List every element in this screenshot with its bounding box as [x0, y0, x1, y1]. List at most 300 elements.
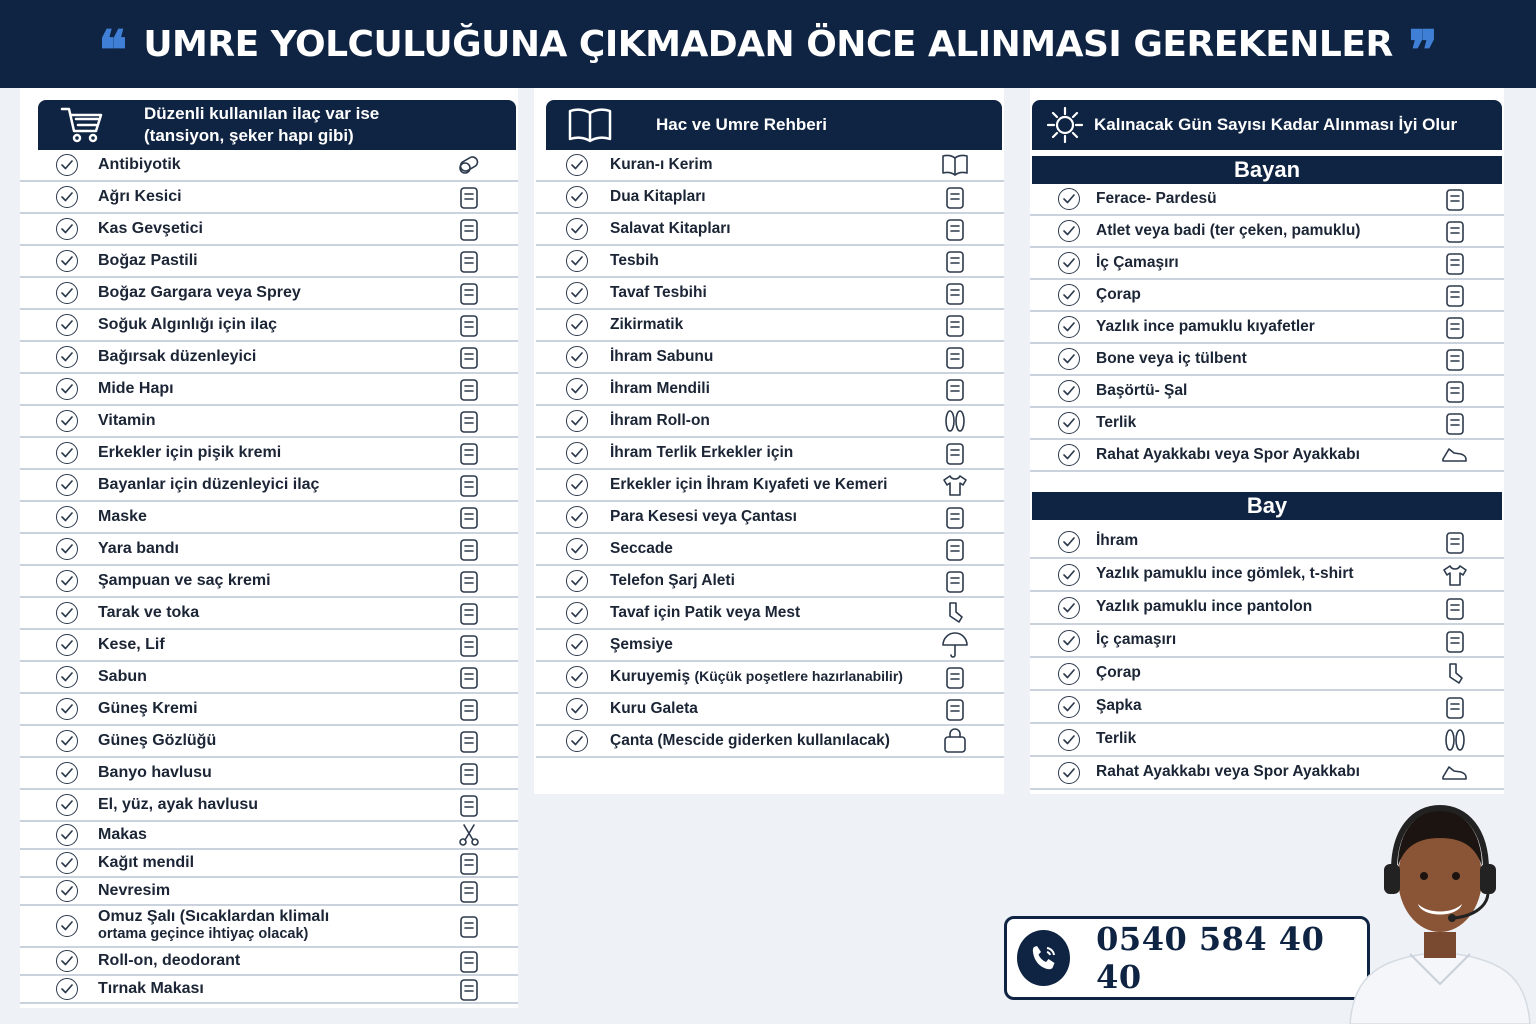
phone-card[interactable]	[1004, 916, 1370, 1000]
item-label-text: Kas Gevşetici	[98, 219, 203, 237]
check-circle-icon[interactable]	[1058, 252, 1080, 274]
open-quote-icon: ❝	[98, 18, 128, 82]
medicine-column	[20, 88, 518, 1008]
check-circle-icon[interactable]	[56, 730, 78, 752]
item-label-text: İhram Roll-on	[610, 411, 710, 429]
item-label	[1080, 383, 1440, 399]
medicine-bottle-icon	[454, 471, 484, 499]
checklist-row[interactable]	[536, 598, 1004, 630]
check-circle-icon[interactable]	[1058, 696, 1080, 718]
checklist-row[interactable]	[1030, 248, 1504, 280]
item-label	[1080, 698, 1440, 714]
checklist-row[interactable]	[20, 246, 518, 278]
checklist-row[interactable]	[1030, 691, 1504, 724]
checklist-row[interactable]	[20, 976, 518, 1004]
checklist-row[interactable]	[1030, 592, 1504, 625]
item-label-text: Ferace- Pardesü	[1096, 189, 1217, 207]
checklist-row[interactable]	[1030, 376, 1504, 408]
checklist-row[interactable]	[20, 790, 518, 822]
item-label	[1080, 764, 1440, 780]
item-label-text: Rahat Ayakkabı veya Spor Ayakkabı	[1096, 445, 1360, 463]
check-circle-icon[interactable]	[566, 346, 588, 368]
check-circle-icon[interactable]	[56, 698, 78, 720]
checklist-row[interactable]	[20, 630, 518, 662]
item-label	[78, 573, 454, 590]
shampoo-icon	[454, 567, 484, 595]
quran-stand-icon	[940, 183, 970, 211]
check-circle-icon[interactable]	[1058, 663, 1080, 685]
item-label	[78, 637, 454, 654]
socks-icon	[1440, 660, 1470, 688]
item-label	[1080, 191, 1440, 207]
checklist-row[interactable]	[536, 726, 1004, 758]
item-label	[78, 827, 454, 844]
item-label-text: Telefon Şarj Aleti	[610, 571, 735, 589]
item-label-text: Ağrı Kesici	[98, 187, 182, 205]
item-label	[588, 285, 940, 301]
item-label-text: İhram	[1096, 532, 1139, 550]
checklist-row[interactable]	[20, 278, 518, 310]
item-label-text: Tavaf için Patik veya Mest	[610, 603, 801, 621]
mosque-icon	[940, 247, 970, 275]
item-label-text: Çorap	[1096, 664, 1141, 682]
checklist-row[interactable]	[20, 342, 518, 374]
item-label	[78, 541, 454, 558]
item-label	[588, 253, 940, 269]
item-label	[588, 349, 940, 365]
item-label-text: Kağıt mendil	[98, 853, 195, 871]
guide-header-text: Hac ve Umre Rehberi	[656, 114, 828, 134]
check-circle-icon[interactable]	[1058, 188, 1080, 210]
item-label	[78, 883, 454, 900]
towel-icon	[454, 759, 484, 787]
item-label	[78, 855, 454, 872]
item-label-text: Terlik	[1096, 413, 1137, 431]
checklist-row[interactable]	[536, 374, 1004, 406]
item-label	[78, 285, 454, 302]
bonnet-icon	[1440, 345, 1470, 373]
check-circle-icon[interactable]	[56, 602, 78, 624]
women-section-title: Bayan	[1032, 156, 1502, 184]
close-quote-icon: ❞	[1408, 18, 1438, 82]
check-circle-icon[interactable]	[56, 538, 78, 560]
socks-icon	[940, 599, 970, 627]
check-circle-icon[interactable]	[56, 250, 78, 272]
checklist-row[interactable]	[20, 150, 518, 182]
check-circle-icon[interactable]	[566, 314, 588, 336]
item-label	[588, 509, 940, 525]
checklist-row[interactable]	[1030, 344, 1504, 376]
spray-icon	[454, 279, 484, 307]
guide-list	[534, 150, 1004, 758]
checklist-row[interactable]	[1030, 216, 1504, 248]
item-label-text: İç çamaşırı	[1096, 631, 1177, 649]
item-label	[1080, 351, 1440, 367]
item-label-text: Banyo havlusu	[98, 763, 212, 781]
check-circle-icon[interactable]	[566, 602, 588, 624]
check-circle-icon[interactable]	[1058, 444, 1080, 466]
check-circle-icon[interactable]	[566, 474, 588, 496]
check-circle-icon[interactable]	[566, 442, 588, 464]
item-label-text: Para Kesesi veya Çantası	[610, 507, 797, 525]
checklist-row[interactable]	[1030, 184, 1504, 216]
pill-icon	[454, 151, 484, 179]
checklist-row[interactable]	[20, 502, 518, 534]
checklist-row[interactable]	[20, 948, 518, 976]
check-circle-icon[interactable]	[566, 218, 588, 240]
check-circle-icon[interactable]	[566, 378, 588, 400]
check-circle-icon[interactable]	[56, 762, 78, 784]
sun-icon	[1040, 100, 1090, 150]
medicine-header	[38, 100, 516, 150]
headscarf-icon	[1440, 377, 1470, 405]
item-label	[78, 953, 454, 970]
check-circle-icon[interactable]	[566, 538, 588, 560]
item-label-text: Kese, Lif	[98, 635, 165, 653]
check-circle-icon[interactable]	[1058, 284, 1080, 306]
item-label-text: Çorap	[1096, 285, 1141, 303]
item-label-text: Kuruyemiş	[610, 667, 691, 685]
muscle-icon	[454, 215, 484, 243]
check-circle-icon[interactable]	[56, 950, 78, 972]
check-circle-icon[interactable]	[1058, 412, 1080, 434]
check-circle-icon[interactable]	[566, 570, 588, 592]
item-label	[588, 445, 940, 461]
item-label-text: Başörtü- Şal	[1096, 381, 1188, 399]
item-label-text: Dua Kitapları	[610, 187, 706, 205]
item-label	[588, 221, 940, 237]
checklist-row[interactable]	[20, 182, 518, 214]
check-circle-icon[interactable]	[56, 474, 78, 496]
item-label	[1080, 255, 1440, 271]
checklist-row[interactable]	[536, 694, 1004, 726]
checklist-row[interactable]	[536, 406, 1004, 438]
check-circle-icon[interactable]	[566, 730, 588, 752]
slippers-icon	[940, 407, 970, 435]
checklist-row[interactable]	[1030, 658, 1504, 691]
item-label-text: Bone veya iç tülbent	[1096, 349, 1247, 367]
check-circle-icon[interactable]	[1058, 729, 1080, 751]
check-circle-icon[interactable]	[1058, 348, 1080, 370]
item-label-text: Soğuk Algınlığı için ilaç	[98, 315, 277, 333]
cap-icon	[1440, 693, 1470, 721]
item-label-text: El, yüz, ayak havlusu	[98, 795, 259, 813]
scissors-icon	[454, 821, 484, 849]
check-circle-icon[interactable]	[56, 410, 78, 432]
checklist-row[interactable]	[536, 310, 1004, 342]
check-circle-icon[interactable]	[56, 442, 78, 464]
prayer-rug-icon	[940, 535, 970, 563]
item-label	[588, 541, 940, 557]
checklist-row[interactable]	[536, 566, 1004, 598]
check-circle-icon[interactable]	[1058, 630, 1080, 652]
checklist-row[interactable]	[20, 438, 518, 470]
item-label-text: İç Çamaşırı	[1096, 253, 1179, 271]
check-circle-icon[interactable]	[56, 666, 78, 688]
check-circle-icon[interactable]	[566, 410, 588, 432]
check-circle-icon[interactable]	[56, 915, 78, 937]
soap-bar-icon	[940, 343, 970, 371]
tissue-icon	[454, 849, 484, 877]
item-label-text: Boğaz Gargara veya Sprey	[98, 283, 301, 301]
item-label	[588, 701, 940, 717]
check-circle-icon[interactable]	[56, 570, 78, 592]
cracker-icon	[940, 695, 970, 723]
sneaker-icon	[1440, 759, 1470, 787]
item-label-text: İhram Terlik Erkekler için	[610, 443, 794, 461]
item-label	[78, 765, 454, 782]
deodorant-icon	[454, 947, 484, 975]
check-circle-icon[interactable]	[56, 794, 78, 816]
item-label-text: Mide Hapı	[98, 379, 174, 397]
check-circle-icon[interactable]	[56, 824, 78, 846]
checklist-row[interactable]	[20, 598, 518, 630]
checklist-row[interactable]	[536, 342, 1004, 374]
item-label-text: Tarak ve toka	[98, 603, 200, 621]
item-label	[1080, 319, 1440, 335]
charger-icon	[940, 567, 970, 595]
checklist-row[interactable]	[20, 662, 518, 694]
check-circle-icon[interactable]	[1058, 531, 1080, 553]
umbrella-icon	[940, 631, 970, 659]
check-circle-icon[interactable]	[1058, 220, 1080, 242]
item-label	[78, 221, 454, 238]
item-label-text: Makas	[98, 825, 147, 843]
checklist-row[interactable]	[536, 630, 1004, 662]
item-label	[78, 605, 454, 622]
checklist-row[interactable]	[1030, 440, 1504, 472]
support-agent-icon	[1340, 796, 1536, 1024]
medicine-header-line1: Düzenli kullanılan ilaç var ise	[144, 103, 380, 123]
checklist-row[interactable]	[20, 214, 518, 246]
item-label-text: Yara bandı	[98, 539, 179, 557]
checklist-row[interactable]	[536, 246, 1004, 278]
clothing-header-text: Kalınacak Gün Sayısı Kadar Alınması İyi Olur	[1094, 114, 1458, 134]
cart-icon	[52, 100, 112, 150]
item-label-text: Erkekler için İhram Kıyafeti ve Kemeri	[610, 475, 888, 493]
item-label-text: Roll-on, deodorant	[98, 951, 241, 969]
item-label-text: Sabun	[98, 667, 147, 685]
item-label	[588, 157, 940, 173]
comb-icon	[454, 599, 484, 627]
item-label	[78, 317, 454, 334]
check-circle-icon[interactable]	[566, 154, 588, 176]
clothing-header	[1032, 100, 1502, 150]
wipes-icon	[940, 375, 970, 403]
checklist-row[interactable]	[20, 758, 518, 790]
item-label-note: (Küçük poşetlere hazırlanabilir)	[694, 667, 903, 684]
checklist-row[interactable]	[20, 534, 518, 566]
item-label-text: Şapka	[1096, 697, 1142, 715]
book-icon	[560, 100, 620, 150]
checklist-row[interactable]	[20, 374, 518, 406]
checklist-row[interactable]	[20, 878, 518, 906]
item-label-text: Kuru Galeta	[610, 699, 698, 717]
item-label	[78, 477, 454, 494]
check-circle-icon[interactable]	[566, 506, 588, 528]
bedding-icon	[454, 877, 484, 905]
bag-icon	[940, 727, 970, 755]
phone-icon	[1017, 930, 1070, 986]
praying-hands-icon	[940, 215, 970, 243]
item-label-text: İhram Sabunu	[610, 347, 714, 365]
title-banner	[0, 0, 1536, 88]
check-circle-icon[interactable]	[566, 634, 588, 656]
checklist-row[interactable]	[536, 150, 1004, 182]
checklist-row[interactable]	[536, 662, 1004, 694]
check-circle-icon[interactable]	[56, 852, 78, 874]
underwear-icon	[1440, 249, 1470, 277]
item-label-line2: ortama geçince ihtiyaç olacak)	[98, 926, 309, 942]
bandage-icon	[454, 535, 484, 563]
item-label	[78, 669, 454, 686]
checklist-row[interactable]	[1030, 757, 1504, 790]
item-label	[588, 317, 940, 333]
item-label-text: İhram Mendili	[610, 379, 710, 397]
nuts-icon	[940, 663, 970, 691]
item-label-text: Çanta (Mescide giderken kullanılacak)	[610, 731, 890, 749]
checklist-row[interactable]	[536, 470, 1004, 502]
sneaker-icon	[1440, 441, 1470, 469]
checklist-row[interactable]	[1030, 559, 1504, 592]
virus-icon	[454, 311, 484, 339]
check-circle-icon[interactable]	[566, 186, 588, 208]
check-circle-icon[interactable]	[1058, 597, 1080, 619]
item-label-text: Zikirmatik	[610, 315, 684, 333]
item-label-text: Şemsiye	[610, 635, 673, 653]
checklist-row[interactable]	[20, 694, 518, 726]
checklist-row[interactable]	[1030, 280, 1504, 312]
phone-number[interactable]: 0540 584 40 40	[1096, 920, 1325, 996]
check-circle-icon[interactable]	[56, 186, 78, 208]
item-label-text: Antibiyotik	[98, 155, 181, 173]
checklist-row[interactable]	[20, 470, 518, 502]
check-circle-icon[interactable]	[56, 506, 78, 528]
item-label-text: Erkekler için pişik kremi	[98, 443, 282, 461]
check-circle-icon[interactable]	[56, 880, 78, 902]
checklist-row[interactable]	[20, 310, 518, 342]
mask-icon	[454, 503, 484, 531]
throat-icon	[454, 247, 484, 275]
trousers-icon	[1440, 594, 1470, 622]
item-label	[78, 981, 454, 998]
item-label-text: Tırnak Makası	[98, 979, 204, 997]
checklist-row[interactable]	[20, 850, 518, 878]
slippers-icon	[1440, 726, 1470, 754]
check-circle-icon[interactable]	[56, 154, 78, 176]
item-label-text: Yazlık ince pamuklu kıyafetler	[1096, 317, 1315, 335]
ring-counter-icon	[940, 311, 970, 339]
checklist-row[interactable]	[20, 906, 518, 948]
checklist-row[interactable]	[20, 822, 518, 850]
item-label	[78, 733, 454, 750]
check-circle-icon[interactable]	[56, 346, 78, 368]
item-label-text: Terlik	[1096, 730, 1137, 748]
checklist-row[interactable]	[1030, 625, 1504, 658]
boxers-icon	[1440, 627, 1470, 655]
sponge-icon	[454, 631, 484, 659]
checklist-row[interactable]	[536, 502, 1004, 534]
item-label	[588, 573, 940, 589]
item-label-text: Atlet veya badi (ter çeken, pamuklu)	[1096, 221, 1361, 239]
checklist-row[interactable]	[536, 278, 1004, 310]
check-circle-icon[interactable]	[56, 978, 78, 1000]
check-circle-icon[interactable]	[566, 250, 588, 272]
wallet-icon	[940, 503, 970, 531]
item-label	[78, 909, 454, 943]
item-label	[1080, 599, 1440, 615]
checklist-row[interactable]	[1030, 724, 1504, 757]
guide-column	[534, 88, 1004, 794]
check-circle-icon[interactable]	[56, 218, 78, 240]
item-label-text: Güneş Kremi	[98, 699, 198, 717]
check-circle-icon[interactable]	[56, 378, 78, 400]
item-label	[78, 253, 454, 270]
medicine-header-line2: (tansiyon, şeker hapı gibi)	[144, 126, 354, 145]
item-label-text: Vitamin	[98, 411, 156, 429]
check-circle-icon[interactable]	[56, 282, 78, 304]
check-circle-icon[interactable]	[566, 282, 588, 304]
guide-header	[546, 100, 1002, 150]
item-label-text: Bayanlar için düzenleyici ilaç	[98, 475, 320, 493]
checklist-row[interactable]	[536, 534, 1004, 566]
checklist-row[interactable]	[1030, 312, 1504, 344]
check-circle-icon[interactable]	[1058, 380, 1080, 402]
item-label	[1080, 287, 1440, 303]
item-label	[78, 381, 454, 398]
checklist-row[interactable]	[1030, 408, 1504, 440]
item-label	[1080, 415, 1440, 431]
item-label	[1080, 533, 1440, 549]
item-label-text: Kuran-ı Kerim	[610, 155, 713, 173]
tshirt-icon	[1440, 561, 1470, 589]
check-circle-icon[interactable]	[566, 698, 588, 720]
small-towel-icon	[454, 791, 484, 819]
item-label	[1080, 665, 1440, 681]
coat-icon	[1440, 185, 1470, 213]
clothing-column	[1030, 88, 1504, 794]
check-circle-icon[interactable]	[56, 634, 78, 656]
checklist-row[interactable]	[1030, 526, 1504, 559]
check-circle-icon[interactable]	[566, 666, 588, 688]
medicine-list	[20, 150, 518, 1004]
shawl-icon	[454, 912, 484, 940]
check-circle-icon[interactable]	[1058, 564, 1080, 586]
item-label	[1080, 447, 1440, 463]
checklist-row[interactable]	[536, 438, 1004, 470]
checklist-row[interactable]	[20, 406, 518, 438]
item-label	[588, 637, 940, 653]
item-label-text: Boğaz Pastili	[98, 251, 198, 269]
checklist-row[interactable]	[20, 726, 518, 758]
checklist-row[interactable]	[536, 214, 1004, 246]
item-label	[1080, 632, 1440, 648]
item-label	[1080, 223, 1440, 239]
check-circle-icon[interactable]	[56, 314, 78, 336]
item-label-text: Yazlık pamuklu ince pantolon	[1096, 598, 1313, 616]
item-label	[78, 797, 454, 814]
vitamin-jar-icon	[454, 407, 484, 435]
checklist-row[interactable]	[20, 566, 518, 598]
page-title: UMRE YOLCULUĞUNA ÇIKMADAN ÖNCE ALINMASI GEREKENLER	[143, 23, 1393, 65]
stomach-icon	[454, 375, 484, 403]
check-circle-icon[interactable]	[1058, 762, 1080, 784]
item-label-text: Şampuan ve saç kremi	[98, 571, 271, 589]
checklist-row[interactable]	[536, 182, 1004, 214]
item-label-text: Güneş Gözlüğü	[98, 731, 217, 749]
check-circle-icon[interactable]	[1058, 316, 1080, 338]
item-label	[588, 413, 940, 429]
